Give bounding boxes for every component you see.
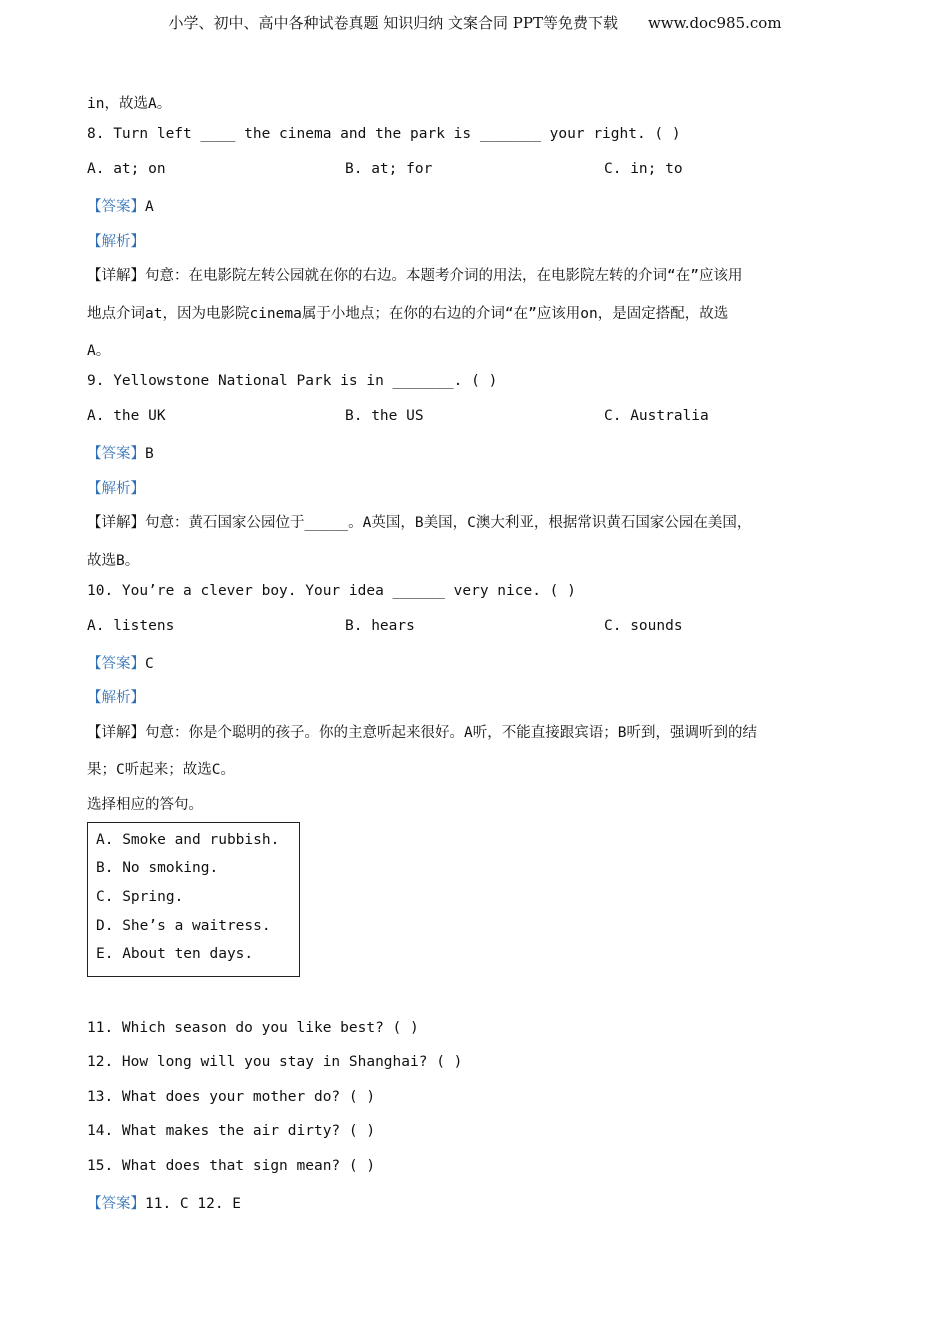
q8-detail-line-3: A。 [87,343,111,359]
box-option-c: C. Spring. [96,889,184,905]
detail-text: 句意：你是个聪明的孩子。你的主意听起来很好。A听，不能直接跟宾语；B听到，强调听到的结 [145,725,757,741]
answer-tag: 【答案】 [87,199,145,215]
box-option-b: B. No smoking. [96,860,219,876]
q10-detail-line [87,721,757,742]
question-15: 15. What does that sign mean? ( ) [87,1158,376,1174]
site-header: 小学、初中、高中各种试卷真题 知识归纳 文案合同 PPT等免费下载 www.doc985.com [168,14,782,32]
q9-analysis-tag [87,477,145,498]
section-instruction: 选择相应的答句。 [87,797,203,813]
q8-option-c: C. in; to [604,161,683,177]
q10-option-a: A. listens [87,618,175,634]
detail-tag: 【详解】 [87,515,145,531]
question-10: 10. You’re a clever boy. Your idea ______ very nice. ( ) [87,583,576,599]
answer-value: B [145,446,154,462]
question-14: 14. What makes the air dirty? ( ) [87,1123,376,1139]
detail-tag: 【详解】 [87,725,145,741]
q9-detail-line [87,511,751,532]
analysis-tag: 【解析】 [87,481,145,497]
question-12: 12. How long will you stay in Shanghai? ( ) [87,1054,463,1070]
q8-detail-line [87,264,742,285]
q9-option-b: B. the US [345,408,424,424]
q9-option-a: A. the UK [87,408,166,424]
question-9: 9. Yellowstone National Park is in _______. ( ) [87,373,498,389]
detail-text: 句意：黄石国家公园位于_____。A英国，B美国，C澳大利亚，根据常识黄石国家公园在美国， [145,515,752,531]
q9-detail-line-2: 故选B。 [87,553,140,569]
question-13: 13. What does your mother do? ( ) [87,1089,376,1105]
detail-tag: 【详解】 [87,268,145,284]
answer-value: A [145,199,154,215]
analysis-tag: 【解析】 [87,234,145,250]
q10-analysis-tag [87,686,145,707]
answer-tag: 【答案】 [87,446,145,462]
question-8: 8. Turn left ____ the cinema and the park is _______ your right. ( ) [87,126,681,142]
detail-text: 句意：在电影院左转公园就在你的右边。本题考介词的用法，在电影院左转的介词“在”应该用 [145,268,743,284]
q8-analysis-tag [87,230,145,251]
text-line: in，故选A。 [87,96,172,112]
q8-detail-line-2: 地点介词at，因为电影院cinema属于小地点；在你的右边的介词“在”应该用on，是固定搭配，故选 [87,306,729,322]
final-answer [87,1192,241,1213]
q10-option-c: C. sounds [604,618,683,634]
q9-answer [87,442,154,463]
box-option-a: A. Smoke and rubbish. [96,832,280,848]
question-11: 11. Which season do you like best? ( ) [87,1020,419,1036]
q10-option-b: B. hears [345,618,415,634]
q9-option-c: C. Australia [604,408,709,424]
q8-answer [87,195,154,216]
q10-detail-line-2: 果；C听起来；故选C。 [87,762,235,778]
box-option-e: E. About ten days. [96,946,254,962]
answer-tag: 【答案】 [87,656,145,672]
answer-value: 11. C 12. E [145,1196,242,1212]
q8-option-a: A. at; on [87,161,166,177]
answer-value: C [145,656,154,672]
box-option-d: D. She’s a waitress. [96,918,271,934]
q10-answer [87,652,154,673]
q8-option-b: B. at; for [345,161,433,177]
answer-tag: 【答案】 [87,1196,145,1212]
analysis-tag: 【解析】 [87,690,145,706]
